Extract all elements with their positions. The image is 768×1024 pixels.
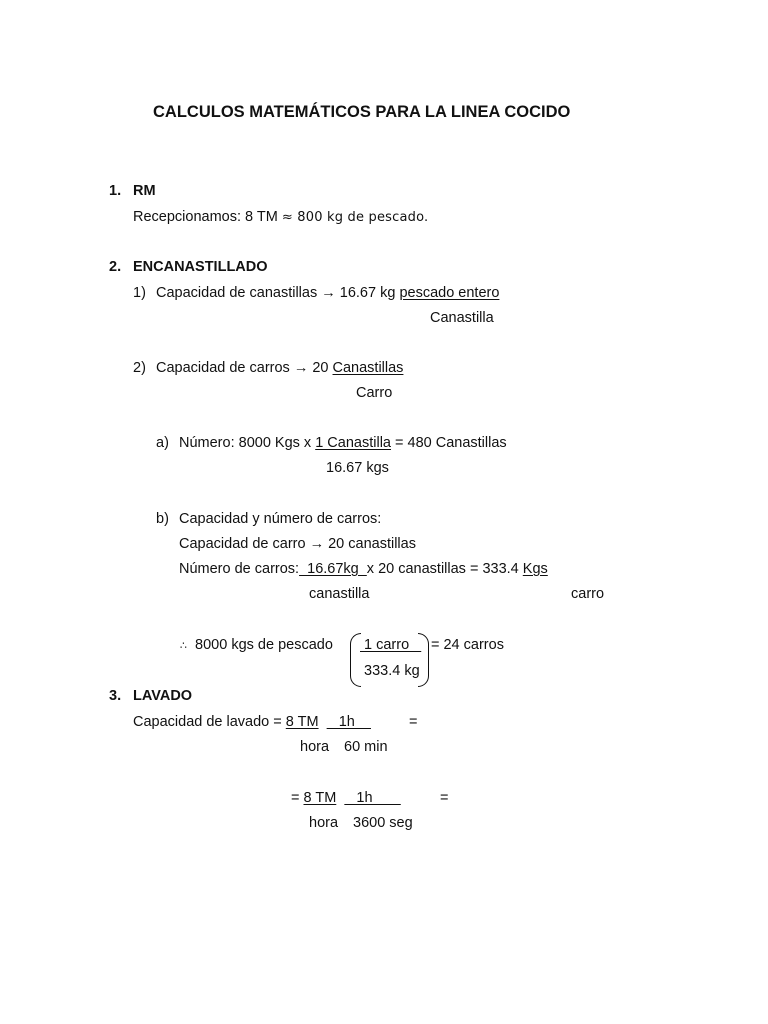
section-2-number: 2. <box>109 259 122 275</box>
arrow-icon: → <box>321 285 336 301</box>
sub-a-line <box>179 434 507 452</box>
item-1-value: 16.67 kg <box>335 285 400 301</box>
sub-b-denominator-1: canastilla <box>309 586 370 602</box>
page-title: CALCULOS MATEMÁTICOS PARA LA LINEA COCIDO <box>153 103 571 121</box>
item-2-denominator: Carro <box>356 385 393 401</box>
wash-denominator-3: hora <box>309 815 339 831</box>
arrow-icon: → <box>309 536 325 552</box>
sub-b-count-calc: x 20 canastillas = 333.4 <box>366 561 523 577</box>
item-2-line <box>156 359 403 377</box>
sub-a-numerator: 1 Canastilla <box>315 435 391 451</box>
wash-equals-1: = <box>409 714 418 730</box>
item-1-numerator: pescado entero <box>399 285 500 301</box>
wash-denominator-4: 3600 seg <box>353 815 413 831</box>
wash-capacity-line-1 <box>133 713 371 731</box>
item-2-number: 2) <box>133 360 146 376</box>
arrow-icon: → <box>293 360 309 376</box>
sub-a-number: a) <box>156 435 169 451</box>
sub-a-denominator: 16.67 kgs <box>326 460 389 476</box>
sub-b-cart-capacity <box>179 535 416 553</box>
sub-b-cart-text: Capacidad de carro <box>179 536 310 552</box>
sub-b-number: b) <box>156 511 169 527</box>
sub-a-text: Número: 8000 Kgs x <box>179 435 316 451</box>
sub-b-count-text: Número de carros: <box>179 561 300 577</box>
wash-capacity-line-2 <box>291 789 401 807</box>
section-1-heading: RM <box>133 183 156 199</box>
sub-b-heading: Capacidad y número de carros: <box>179 511 382 527</box>
reception-text: Recepcionamos: 8 TM <box>133 209 282 225</box>
wash-numerator-3: 8 TM <box>303 790 337 806</box>
wash-numerator-4: 1h <box>344 790 401 806</box>
item-2-numerator: Canastillas <box>332 360 404 376</box>
wash-denominator-2: 60 min <box>344 739 388 755</box>
wash-numerator-1: 8 TM <box>285 714 319 730</box>
item-2-text: Capacidad de carros <box>156 360 294 376</box>
wash-denominator-1: hora <box>300 739 330 755</box>
item-1-line <box>156 284 499 302</box>
wash-numerator-2: 1h <box>326 714 371 730</box>
wash-equals-lead: = <box>291 790 304 806</box>
item-1-number: 1) <box>133 285 146 301</box>
therefore-numerator: 1 carro <box>360 637 422 653</box>
therefore-result: = 24 carros <box>431 637 504 653</box>
reception-approx: ≈ 800 kg de pescado. <box>281 210 429 225</box>
therefore-text: 8000 kgs de pescado <box>191 637 333 653</box>
sub-a-result: = 480 Canastillas <box>390 435 507 451</box>
section-2-heading: ENCANASTILLADO <box>133 259 268 275</box>
item-1-denominator: Canastilla <box>430 310 494 326</box>
wash-capacity-text: Capacidad de lavado = <box>133 714 286 730</box>
wash-equals-2: = <box>440 790 449 806</box>
section-3-number: 3. <box>109 688 122 704</box>
sub-b-unit: Kgs <box>522 561 548 577</box>
sub-b-cart-value: 20 canastillas <box>324 536 416 552</box>
section-3-heading: LAVADO <box>133 688 193 704</box>
reception-line <box>133 208 428 227</box>
item-1-text: Capacidad de canastillas <box>156 285 322 301</box>
right-parenthesis <box>418 633 429 687</box>
sub-b-denominator-2: carro <box>571 586 605 602</box>
sub-b-cart-count <box>179 560 548 578</box>
section-1-number: 1. <box>109 183 122 199</box>
item-2-value: 20 <box>308 360 333 376</box>
therefore-denominator: 333.4 kg <box>364 663 420 679</box>
therefore-symbol: ∴ <box>180 640 187 652</box>
sub-b-numerator: 16.67kg <box>299 561 367 577</box>
